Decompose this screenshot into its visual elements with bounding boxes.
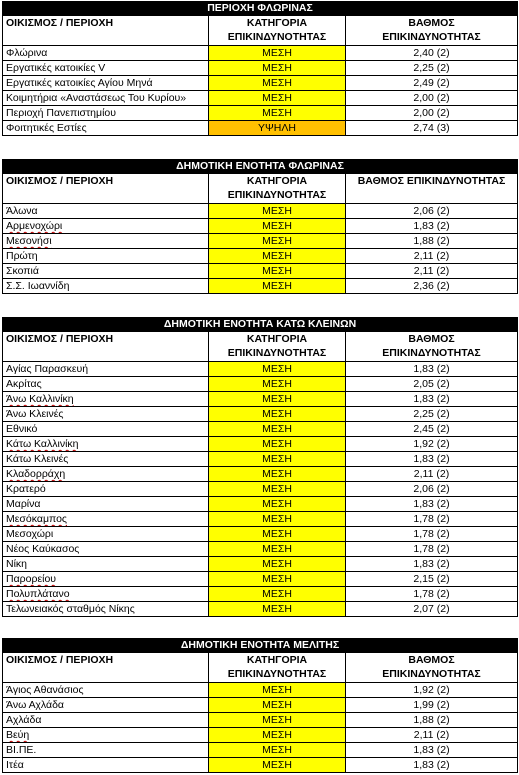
settlement-cell [3,46,209,61]
table-row [3,91,518,106]
risk-category-cell: ΜΕΣΗ [209,683,346,698]
settlement-cell [3,106,209,121]
settlement-cell [3,572,209,587]
risk-score-cell: 2,11 (2) [346,249,518,264]
table-row [3,512,518,527]
column-header-category: ΚΑΤΗΓΟΡΙΑ ΕΠΙΚΙΝΔΥΝΟΤΗΤΑΣ [209,174,346,204]
risk-category-cell: ΜΕΣΗ [209,512,346,527]
risk-category-cell: ΜΕΣΗ [209,698,346,713]
table-body [3,46,518,136]
risk-score-cell: 1,83 (2) [346,497,518,512]
settlement-cell [3,602,209,617]
risk-score-cell: 1,78 (2) [346,512,518,527]
table-body [3,683,518,773]
risk-category-cell: ΜΕΣΗ [209,46,346,61]
settlement-name: Αχλάδα [6,714,42,726]
settlement-name: Νίκη [6,558,28,570]
risk-score-cell: 1,78 (2) [346,587,518,602]
risk-category-cell: ΜΕΣΗ [209,542,346,557]
table-perioxi-florinas [2,1,518,136]
risk-category-cell: ΜΕΣΗ [209,572,346,587]
risk-category-cell: ΜΕΣΗ [209,106,346,121]
table-de-kato-kleinon [2,317,518,617]
risk-category-cell: ΜΕΣΗ [209,557,346,572]
settlement-name: Βεύη [6,729,30,741]
settlement-cell [3,219,209,234]
risk-score-cell: 2,40 (2) [346,46,518,61]
risk-category-cell: ΜΕΣΗ [209,219,346,234]
table-row [3,728,518,743]
column-header-score: ΒΑΘΜΟΣ ΕΠΙΚΙΝΔΥΝΟΤΗΤΑΣ [346,174,518,204]
table-body [3,362,518,617]
settlement-cell [3,557,209,572]
column-header-category: ΚΑΤΗΓΟΡΙΑ ΕΠΙΚΙΝΔΥΝΟΤΗΤΑΣ [209,653,346,683]
column-header-settlement: ΟΙΚΙΣΜΟΣ / ΠΕΡΙΟΧΗ [3,174,209,204]
risk-category-cell: ΜΕΣΗ [209,377,346,392]
column-header-settlement: ΟΙΚΙΣΜΟΣ / ΠΕΡΙΟΧΗ [3,16,209,46]
settlement-cell [3,497,209,512]
table-row [3,452,518,467]
table-de-melitis [2,638,518,773]
settlement-cell [3,362,209,377]
table-row [3,422,518,437]
settlement-name: Κοιμητήρια «Αναστάσεως Του Κυρίου» [6,92,187,104]
settlement-name: Μεσονήσι [6,235,52,247]
risk-category-cell: ΥΨΗΛΗ [209,121,346,136]
settlement-cell [3,542,209,557]
settlement-cell [3,713,209,728]
table-row [3,106,518,121]
settlement-name: Ακρίτας [6,378,42,390]
settlement-cell [3,482,209,497]
settlement-name: Μεσόκαμπος [6,513,67,525]
column-header-score: ΒΑΘΜΟΣ ΕΠΙΚΙΝΔΥΝΟΤΗΤΑΣ [346,332,518,362]
settlement-cell [3,587,209,602]
table-row [3,743,518,758]
table-row [3,234,518,249]
settlement-cell [3,698,209,713]
risk-score-cell: 1,99 (2) [346,698,518,713]
risk-score-cell: 1,83 (2) [346,557,518,572]
risk-category-cell: ΜΕΣΗ [209,728,346,743]
table-row [3,76,518,91]
settlement-cell [3,249,209,264]
table-title: ΔΗΜΟΤΙΚΗ ΕΝΟΤΗΤΑ ΚΑΤΩ ΚΛΕΙΝΩΝ [3,318,518,332]
risk-score-cell: 1,83 (2) [346,392,518,407]
column-header-score: ΒΑΘΜΟΣ ΕΠΙΚΙΝΔΥΝΟΤΗΤΑΣ [346,653,518,683]
table-row [3,46,518,61]
table-row [3,61,518,76]
settlement-name: Παρορείου [6,573,57,585]
risk-category-cell: ΜΕΣΗ [209,204,346,219]
settlement-cell [3,279,209,294]
risk-category-cell: ΜΕΣΗ [209,482,346,497]
settlement-name: Κλαδορράχη [6,468,66,480]
settlement-cell [3,407,209,422]
settlement-name: Αρμενοχώρι [6,220,63,232]
settlement-cell [3,76,209,91]
risk-score-cell: 1,88 (2) [346,713,518,728]
table-row [3,264,518,279]
table-body [3,204,518,294]
risk-category-cell: ΜΕΣΗ [209,234,346,249]
risk-score-cell: 2,36 (2) [346,279,518,294]
table-row [3,587,518,602]
risk-score-cell: 1,88 (2) [346,234,518,249]
settlement-cell [3,467,209,482]
settlement-name: Πολυπλάτανο [6,588,70,600]
settlement-name: Σκοπιά [6,265,39,277]
settlement-name: Άνω Αχλάδα [6,699,65,711]
settlement-cell [3,121,209,136]
table-row [3,362,518,377]
table-row [3,698,518,713]
table-row [3,121,518,136]
table-row [3,467,518,482]
table-row [3,713,518,728]
settlement-name: Ιτέα [6,759,24,771]
settlement-cell [3,452,209,467]
risk-score-cell: 1,78 (2) [346,527,518,542]
table-row [3,497,518,512]
risk-score-cell: 1,92 (2) [346,683,518,698]
settlement-cell [3,683,209,698]
settlement-cell [3,437,209,452]
risk-category-cell: ΜΕΣΗ [209,527,346,542]
table-row [3,407,518,422]
table-row [3,249,518,264]
risk-score-cell: 2,74 (3) [346,121,518,136]
risk-category-cell: ΜΕΣΗ [209,422,346,437]
risk-category-cell: ΜΕΣΗ [209,76,346,91]
risk-category-cell: ΜΕΣΗ [209,467,346,482]
risk-category-cell: ΜΕΣΗ [209,743,346,758]
risk-score-cell: 2,11 (2) [346,264,518,279]
settlement-name: Πρώτη [6,250,38,262]
risk-score-cell: 2,49 (2) [346,76,518,91]
settlement-name: Άνω Κλεινές [6,408,64,420]
risk-score-cell: 2,45 (2) [346,422,518,437]
risk-score-cell: 2,06 (2) [346,482,518,497]
settlement-name: Φοιτητικές Εστίες [6,122,87,134]
risk-score-cell: 1,83 (2) [346,758,518,773]
settlement-cell [3,728,209,743]
table-row [3,557,518,572]
settlement-name: Αγίας Παρασκευή [6,363,89,375]
settlement-name: Άλωνα [6,205,38,217]
table-row [3,219,518,234]
risk-category-cell: ΜΕΣΗ [209,392,346,407]
table-de-florinas [2,159,518,294]
risk-category-cell: ΜΕΣΗ [209,61,346,76]
settlement-name: Άγιος Αθανάσιος [6,684,84,696]
table-row [3,392,518,407]
settlement-cell [3,204,209,219]
table-row [3,542,518,557]
table-row [3,437,518,452]
table-row [3,683,518,698]
settlement-name: Φλώρινα [6,47,48,59]
column-header-category: ΚΑΤΗΓΟΡΙΑ ΕΠΙΚΙΝΔΥΝΟΤΗΤΑΣ [209,16,346,46]
risk-score-cell: 1,83 (2) [346,743,518,758]
table-row [3,482,518,497]
settlement-name: Τελωνειακός σταθμός Νίκης [6,603,135,615]
risk-score-cell: 2,05 (2) [346,377,518,392]
settlement-cell [3,61,209,76]
settlement-cell [3,758,209,773]
risk-score-cell: 1,92 (2) [346,437,518,452]
column-header-category: ΚΑΤΗΓΟΡΙΑ ΕΠΙΚΙΝΔΥΝΟΤΗΤΑΣ [209,332,346,362]
settlement-name: Κάτω Καλλινίκη [6,438,79,450]
column-header-score: ΒΑΘΜΟΣ ΕΠΙΚΙΝΔΥΝΟΤΗΤΑΣ [346,16,518,46]
settlement-cell [3,527,209,542]
risk-category-cell: ΜΕΣΗ [209,497,346,512]
table-title: ΔΗΜΟΤΙΚΗ ΕΝΟΤΗΤΑ ΜΕΛΙΤΗΣ [3,639,518,653]
settlement-cell [3,392,209,407]
table-row [3,377,518,392]
risk-score-cell: 1,83 (2) [346,219,518,234]
settlement-name: Μαρίνα [6,498,41,510]
risk-score-cell: 2,25 (2) [346,61,518,76]
risk-category-cell: ΜΕΣΗ [209,264,346,279]
table-title: ΔΗΜΟΤΙΚΗ ΕΝΟΤΗΤΑ ΦΛΩΡΙΝΑΣ [3,160,518,174]
settlement-name: Σ.Σ. Ιωαννίδη [6,280,70,292]
settlement-name: Εργατικές κατοικίες V [6,62,106,74]
settlement-name: Κάτω Κλεινές [6,453,69,465]
settlement-cell [3,264,209,279]
settlement-name: Κρατερό [6,483,46,495]
risk-score-cell: 1,78 (2) [346,542,518,557]
table-row [3,527,518,542]
risk-category-cell: ΜΕΣΗ [209,587,346,602]
risk-score-cell: 2,00 (2) [346,106,518,121]
settlement-name: Νέος Καύκασος [6,543,80,555]
settlement-cell [3,512,209,527]
risk-score-cell: 1,83 (2) [346,362,518,377]
risk-score-cell: 2,11 (2) [346,467,518,482]
settlement-name: Μεσοχώρι [6,528,54,540]
risk-category-cell: ΜΕΣΗ [209,249,346,264]
settlement-name: Άνω Καλλινίκη [6,393,74,405]
risk-category-cell: ΜΕΣΗ [209,758,346,773]
table-row [3,602,518,617]
settlement-cell [3,91,209,106]
risk-category-cell: ΜΕΣΗ [209,452,346,467]
settlement-cell [3,743,209,758]
table-row [3,572,518,587]
table-row [3,758,518,773]
risk-score-cell: 1,83 (2) [346,452,518,467]
risk-score-cell: 2,15 (2) [346,572,518,587]
risk-category-cell: ΜΕΣΗ [209,407,346,422]
settlement-cell [3,377,209,392]
settlement-name: Περιοχή Πανεπιστημίου [6,107,116,119]
risk-score-cell: 2,00 (2) [346,91,518,106]
settlement-name: Εργατικές κατοικίες Αγίου Μηνά [6,77,153,89]
settlement-name: ΒΙ.ΠΕ. [6,744,37,756]
risk-category-cell: ΜΕΣΗ [209,602,346,617]
settlement-cell [3,234,209,249]
risk-score-cell: 2,06 (2) [346,204,518,219]
risk-category-cell: ΜΕΣΗ [209,362,346,377]
table-row [3,279,518,294]
risk-category-cell: ΜΕΣΗ [209,91,346,106]
settlement-cell [3,422,209,437]
risk-category-cell: ΜΕΣΗ [209,279,346,294]
risk-score-cell: 2,11 (2) [346,728,518,743]
risk-category-cell: ΜΕΣΗ [209,713,346,728]
table-title: ΠΕΡΙΟΧΗ ΦΛΩΡΙΝΑΣ [3,2,518,16]
column-header-settlement: ΟΙΚΙΣΜΟΣ / ΠΕΡΙΟΧΗ [3,332,209,362]
risk-score-cell: 2,07 (2) [346,602,518,617]
table-row [3,204,518,219]
risk-score-cell: 2,25 (2) [346,407,518,422]
settlement-name: Εθνικό [6,423,38,435]
risk-category-cell: ΜΕΣΗ [209,437,346,452]
column-header-settlement: ΟΙΚΙΣΜΟΣ / ΠΕΡΙΟΧΗ [3,653,209,683]
